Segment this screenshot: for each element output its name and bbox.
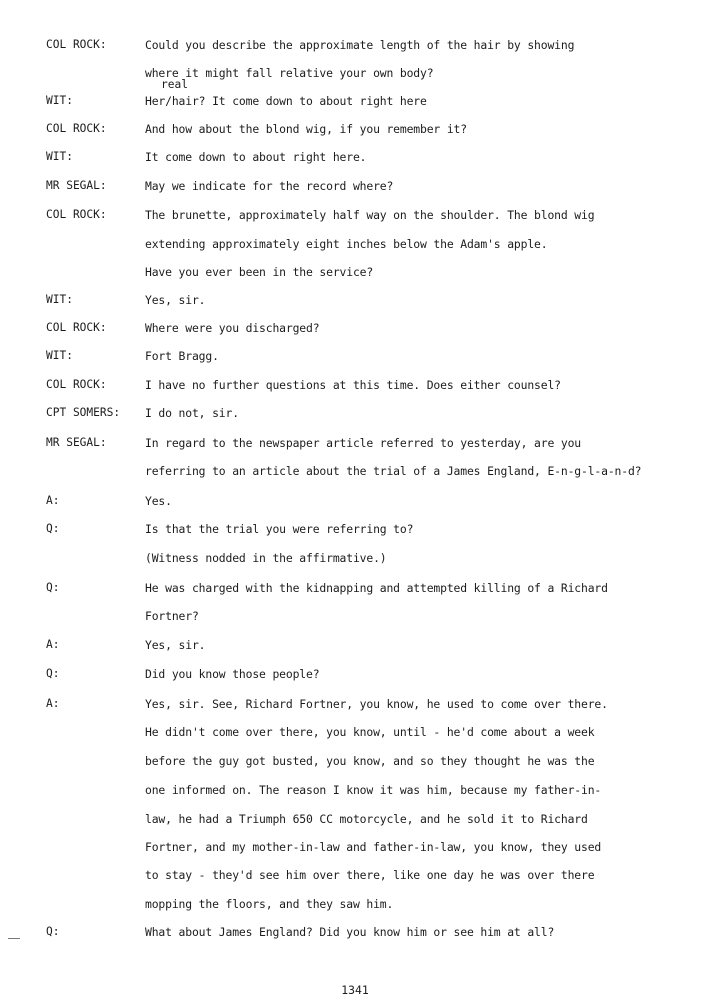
speaker-label: WIT: [46,94,73,107]
line-text: And how about the blond wig, if you remember it? [145,122,467,136]
transcript-line [0,836,720,858]
transcript-line [0,118,720,140]
transcript-line [0,779,720,801]
line-text: It come down to about right here. [145,150,367,164]
transcript-line [0,750,720,772]
transcript-line [0,402,720,424]
speaker-label: Q: [46,522,60,535]
transcript-line [0,345,720,367]
speaker-label: CPT SOMERS: [46,406,121,419]
line-text: What about James England? Did you know him or see him at all? [145,925,555,939]
margin-mark [8,938,20,939]
line-text: Yes, sir. [145,638,206,652]
line-text: I have no further questions at this time. Does either counsel? [145,378,561,392]
transcript-line [0,175,720,197]
line-text: (Witness nodded in the affirmative.) [145,551,387,565]
line-text: Yes. [145,494,172,508]
line-text: Yes, sir. [145,293,206,307]
speaker-label: WIT: [46,150,73,163]
speaker-label: A: [46,494,60,507]
transcript-line [0,547,720,569]
line-text: before the guy got busted, you know, and so they thought he was the [145,754,595,768]
line-text: He was charged with the kidnapping and attempted killing of a Richard [145,581,608,595]
line-text: Did you know those people? [145,667,320,681]
transcript-line [0,605,720,627]
transcript-line [0,490,720,512]
speaker-label: COL ROCK: [46,321,107,334]
page-number: 1341 [341,983,369,997]
line-text: Fortner? [145,609,199,623]
transcript-line [0,921,720,943]
line-text: The brunette, approximately half way on the shoulder. The blond wig [145,208,595,222]
transcript-line [0,577,720,599]
line-text: Fortner, and my mother-in-law and father-in-law, you know, they used [145,840,602,854]
speaker-label: MR SEGAL: [46,179,107,192]
line-text: He didn't come over there, you know, until - he'd come about a week [145,725,595,739]
transcript-line [0,146,720,168]
line-text: Where were you discharged? [145,321,320,335]
transcript-line [0,460,720,482]
line-text: Her/hair? It come down to about right here [145,94,427,108]
transcript-line [0,893,720,915]
line-text: extending approximately eight inches below the Adam's apple. [145,237,548,251]
speaker-label: COL ROCK: [46,378,107,391]
line-text: Fort Bragg. [145,349,219,363]
speaker-label: Q: [46,925,60,938]
speaker-label: WIT: [46,349,73,362]
line-text: law, he had a Triumph 650 CC motorcycle, and he sold it to Richard [145,812,588,826]
line-text: mopping the floors, and they saw him. [145,897,394,911]
transcript-line [0,864,720,886]
line-text: I do not, sir. [145,406,239,420]
transcript-line [0,808,720,830]
line-text: to stay - they'd see him over there, like one day he was over there [145,868,595,882]
transcript-line [0,518,720,540]
transcript-line [0,261,720,283]
transcript-line [0,62,720,84]
transcript-line [0,693,720,715]
speaker-label: WIT: [46,293,73,306]
transcript-line [0,317,720,339]
page-number-container [0,983,720,997]
line-text: where it might fall relative your own body? [145,66,434,80]
speaker-label: Q: [46,581,60,594]
speaker-label: COL ROCK: [46,38,107,51]
transcript-line [0,233,720,255]
speaker-label: A: [46,697,60,710]
speaker-label: Q: [46,667,60,680]
transcript-line [0,634,720,656]
transcript-line [0,721,720,743]
line-text: May we indicate for the record where? [145,179,394,193]
line-text: In regard to the newspaper article referred to yesterday, are you [145,436,582,450]
speaker-label: A: [46,638,60,651]
line-text: Have you ever been in the service? [145,265,374,279]
transcript-line [0,204,720,226]
line-text: one informed on. The reason I know it was him, because my father-in- [145,783,602,797]
transcript-line [0,663,720,685]
line-text: referring to an article about the trial of a James England, E-n-g-l-a-n-d? [145,464,642,478]
line-text: Is that the trial you were referring to? [145,522,414,536]
line-text: Yes, sir. See, Richard Fortner, you know, he used to come over there. [145,697,608,711]
line-text: Could you describe the approximate length of the hair by showing [145,38,575,52]
handwritten-insertion: real [161,78,188,91]
transcript-line [0,90,720,112]
transcript-line [0,34,720,56]
transcript-line [0,432,720,454]
speaker-label: MR SEGAL: [46,436,107,449]
speaker-label: COL ROCK: [46,122,107,135]
speaker-label: COL ROCK: [46,208,107,221]
transcript-line [0,374,720,396]
transcript-line [0,289,720,311]
